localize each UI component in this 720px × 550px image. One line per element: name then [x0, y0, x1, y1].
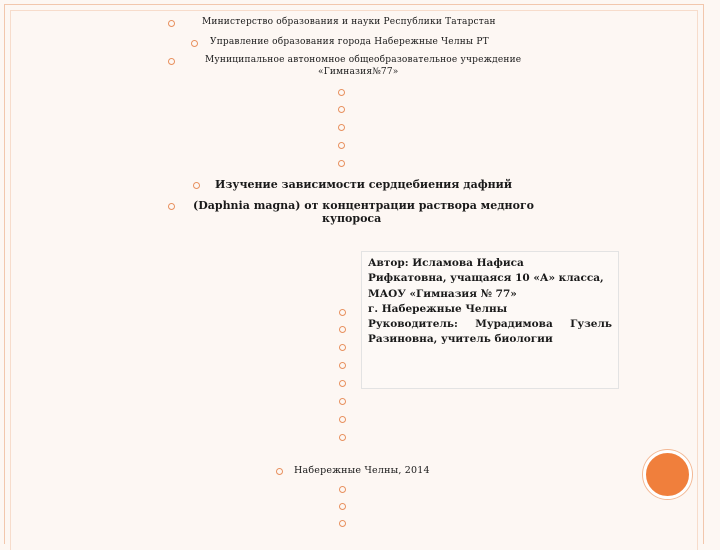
decorative-circle [643, 450, 692, 499]
empty-bullet-icon [339, 520, 346, 527]
ministry-line: Министерство образования и науки Республики Татарстан [202, 17, 496, 27]
supervisor-line: Руководитель: Мурадимова Гузель [368, 318, 612, 331]
education-department-line: Управление образования города Набережные Челны РТ [210, 37, 489, 47]
city-year: Набережные Челны, 2014 [294, 465, 430, 476]
author-line: Рифкатовна, учащаяся 10 «А» класса, [368, 272, 604, 285]
work-title-line2: (Daphnia magna) от концентрации раствора медного [193, 199, 535, 212]
empty-bullet-icon [338, 142, 345, 149]
work-title-line1: Изучение зависимости сердцебиения дафний [215, 178, 512, 191]
empty-bullet-icon [339, 326, 346, 333]
empty-bullet-icon [339, 380, 346, 387]
bullet-icon [168, 20, 175, 27]
institution-line: Муниципальное автономное общеобразовательное учреждение [205, 55, 522, 65]
empty-bullet-icon [338, 160, 345, 167]
author-line: МАОУ «Гимназия № 77» [368, 287, 517, 300]
empty-bullet-icon [338, 124, 345, 131]
empty-bullet-icon [338, 89, 345, 96]
empty-bullet-icon [339, 486, 346, 493]
empty-bullet-icon [339, 434, 346, 441]
bullet-icon [191, 40, 198, 47]
empty-bullet-icon [339, 309, 346, 316]
empty-bullet-icon [338, 106, 345, 113]
work-title-line3: купороса [322, 212, 382, 225]
author-line: Автор: Исламова Нафиса [368, 257, 524, 269]
bullet-icon [168, 58, 175, 65]
gymnasium-name: «Гимназия№77» [318, 67, 399, 77]
empty-bullet-icon [339, 416, 346, 423]
author-info [368, 256, 612, 348]
author-line: г. Набережные Челны [368, 302, 508, 315]
empty-bullet-icon [339, 344, 346, 351]
bullet-icon [168, 203, 175, 210]
bullet-icon [193, 182, 200, 189]
bullet-icon [276, 468, 283, 475]
empty-bullet-icon [339, 503, 346, 510]
author-line: Разиновна, учитель биологии [368, 333, 553, 346]
empty-bullet-icon [339, 362, 346, 369]
empty-bullet-icon [339, 398, 346, 405]
